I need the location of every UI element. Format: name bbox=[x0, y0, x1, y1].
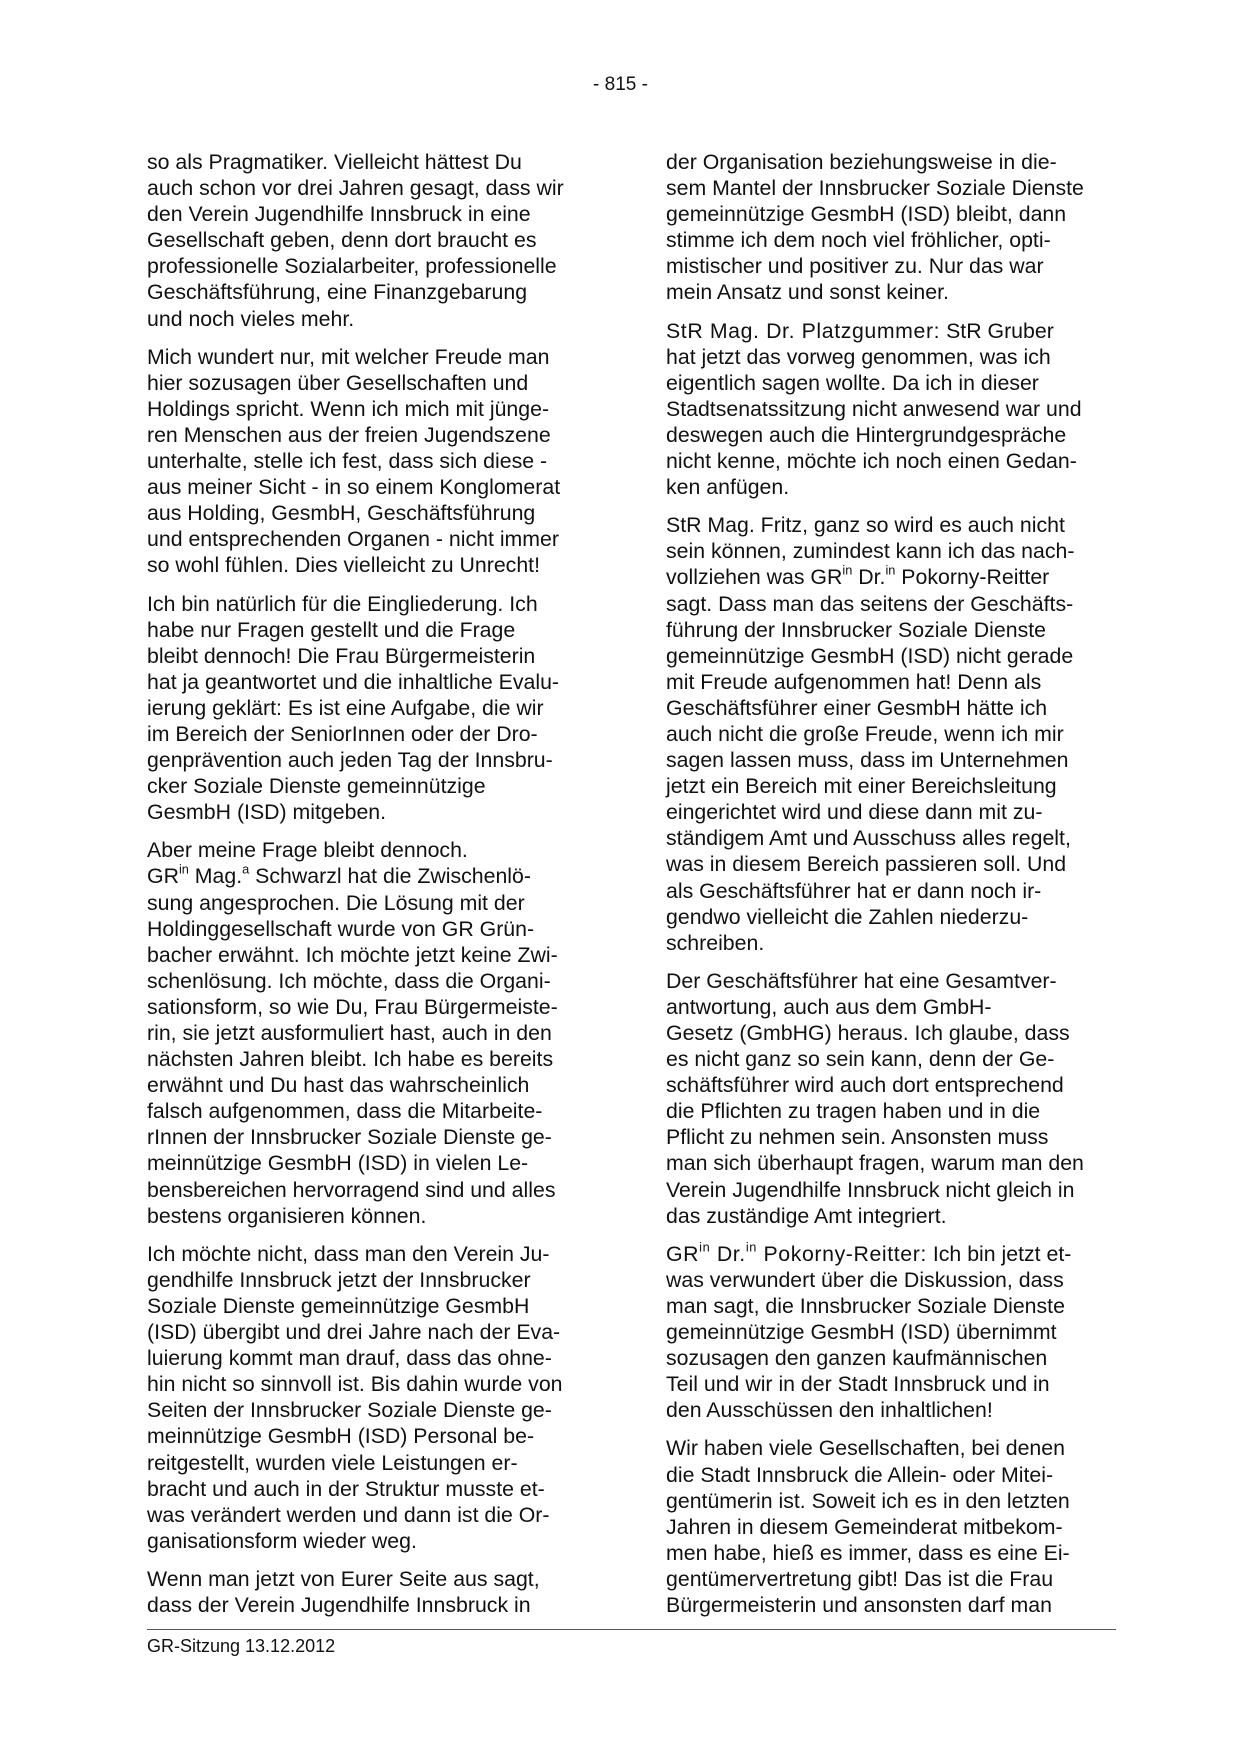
councillor-title: GR bbox=[666, 1241, 700, 1266]
footer-session-date: GR-Sitzung 13.12.2012 bbox=[147, 1636, 336, 1656]
text-line: mistischer und positiver zu. Nur das war bbox=[666, 254, 1044, 279]
text-line: ganisationsform wieder weg. bbox=[147, 1528, 417, 1553]
text-line: sagt. Dass man das seitens der Geschäfts- bbox=[666, 591, 1074, 616]
paragraph bbox=[147, 344, 599, 579]
paragraph bbox=[666, 1435, 1118, 1618]
footer-divider bbox=[147, 1629, 1116, 1630]
text-fragment: vollziehen was GR bbox=[666, 565, 843, 590]
text-fragment: Pokorny-Reitter bbox=[895, 565, 1050, 590]
text-line: gentümerin ist. Soweit ich es in den letzten bbox=[666, 1488, 1070, 1513]
text-line: schreiben. bbox=[666, 930, 765, 955]
text-line: Gesetz (GmbHG) heraus. Ich glaube, dass bbox=[666, 1021, 1070, 1045]
text-line: sem Mantel der Innsbrucker Soziale Dienste bbox=[666, 176, 1084, 201]
superscript: in bbox=[178, 861, 189, 877]
text-line: so als Pragmatiker. Vielleicht hättest Du bbox=[147, 150, 522, 174]
paragraph bbox=[147, 837, 599, 1228]
text-line: cker Soziale Dienste gemeinnützige bbox=[147, 774, 486, 799]
text-line: (ISD) übergibt und drei Jahre nach der Eva- bbox=[147, 1320, 561, 1345]
text-line: schäftsführer wird auch dort entsprechend bbox=[666, 1073, 1064, 1098]
text-fragment: Mag. bbox=[188, 864, 243, 889]
paragraph bbox=[666, 149, 1118, 306]
paragraph bbox=[147, 1566, 599, 1618]
text-line: Stadtsenatssitzung nicht anwesend war und bbox=[666, 396, 1082, 421]
text-line: gendwo vielleicht die Zahlen niederzu- bbox=[666, 904, 1029, 929]
text-line: was verwundert über die Diskussion, dass bbox=[666, 1267, 1064, 1292]
text-line: dass der Verein Jugendhilfe Innsbruck in bbox=[147, 1592, 531, 1617]
text-line: antwortung, auch aus dem GmbH- bbox=[666, 994, 992, 1019]
text-line: sein können, zumindest kann ich das nach- bbox=[666, 539, 1075, 564]
text-line: bestens organisieren können. bbox=[147, 1203, 427, 1228]
text-line: hin nicht so sinnvoll ist. Bis dahin wurde von bbox=[147, 1372, 563, 1397]
text-line: falsch aufgenommen, dass die Mitarbeite- bbox=[147, 1099, 543, 1124]
text-line: führung der Innsbrucker Soziale Dienste bbox=[666, 617, 1047, 642]
text-line: meinnützige GesmbH (ISD) Personal be- bbox=[147, 1424, 535, 1449]
text-line: auch schon vor drei Jahren gesagt, dass wir bbox=[147, 176, 564, 201]
councillor-title: GR bbox=[147, 864, 179, 889]
paragraph bbox=[147, 1241, 599, 1554]
text-line: ierung geklärt: Es ist eine Aufgabe, die wir bbox=[147, 695, 544, 720]
text-line: es nicht ganz so sein kann, denn der Ge- bbox=[666, 1047, 1055, 1072]
text-line: gemeinnützige GesmbH (ISD) nicht gerade bbox=[666, 643, 1074, 668]
text-line: unterhalte, stelle ich fest, dass sich diese - bbox=[147, 449, 548, 474]
text-line: eigentlich sagen wollte. Da ich in dieser bbox=[666, 370, 1039, 395]
text-line: ren Menschen aus der freien Jugendszene bbox=[147, 422, 551, 447]
text-line: gemeinnützige GesmbH (ISD) bleibt, dann bbox=[666, 202, 1067, 227]
text-line: nicht kenne, möchte ich noch einen Gedan- bbox=[666, 449, 1077, 474]
left-column bbox=[147, 149, 599, 1618]
text-line: sagen lassen muss, dass im Unternehmen bbox=[666, 748, 1069, 773]
text-line: Aber meine Frage bleibt dennoch. bbox=[147, 838, 468, 863]
text-line: Jahren in diesem Gemeinderat mitbekom- bbox=[666, 1514, 1063, 1539]
text-line: Holdinggesellschaft wurde von GR Grün- bbox=[147, 916, 535, 941]
superscript: in bbox=[842, 562, 853, 578]
text-line: als Geschäftsführer hat er dann noch ir- bbox=[666, 878, 1042, 903]
text-line: im Bereich der SeniorInnen oder der Dro- bbox=[147, 721, 538, 746]
text-line: hat jetzt das vorweg genommen, was ich bbox=[666, 344, 1051, 369]
text-line: Verein Jugendhilfe Innsbruck nicht gleich in bbox=[666, 1177, 1075, 1202]
speaker-name bbox=[666, 1239, 927, 1266]
text-line: Gesellschaft geben, denn dort braucht es bbox=[147, 228, 537, 253]
text-fragment: Dr. bbox=[710, 1241, 746, 1266]
text-line: so wohl fühlen. Dies vielleicht zu Unrecht! bbox=[147, 553, 540, 578]
text-line: sationsform, so wie Du, Frau Bürgermeiste- bbox=[147, 994, 558, 1019]
text-line: Ich möchte nicht, dass man den Verein Ju- bbox=[147, 1241, 550, 1266]
text-line: Geschäftsführung, eine Finanzgebarung bbox=[147, 280, 528, 305]
text-line: stimme ich dem noch viel fröhlicher, opti- bbox=[666, 228, 1051, 253]
paragraph bbox=[666, 512, 1118, 956]
text-line: aus meiner Sicht - in so einem Konglomerat bbox=[147, 475, 561, 500]
text-line: jetzt ein Bereich mit einer Bereichsleitung bbox=[666, 774, 1057, 799]
text-line: Soziale Dienste gemeinnützige GesmbH bbox=[147, 1293, 530, 1318]
text-line: StR Mag. Fritz, ganz so wird es auch nicht bbox=[666, 513, 1065, 538]
text-line: Pflicht zu nehmen sein. Ansonsten muss bbox=[666, 1125, 1049, 1150]
paragraph bbox=[666, 968, 1118, 1229]
text-line: sozusagen den ganzen kaufmännischen bbox=[666, 1346, 1048, 1371]
text-line: was in diesem Bereich passieren soll. Und bbox=[666, 852, 1067, 877]
text-fragment: Schwarzl hat die Zwischenlö- bbox=[249, 864, 531, 889]
text-line: deswegen auch die Hintergrundgespräche bbox=[666, 422, 1067, 447]
text-line: nächsten Jahren bleibt. Ich habe es bereits bbox=[147, 1047, 554, 1072]
text-line: bacher erwähnt. Ich möchte jetzt keine Zwi- bbox=[147, 942, 558, 967]
text-line: auch nicht die große Freude, wenn ich mir bbox=[666, 721, 1064, 746]
paragraph bbox=[147, 591, 599, 826]
text-line: der Organisation beziehungsweise in die- bbox=[666, 150, 1057, 174]
text-line: hier sozusagen über Gesellschaften und bbox=[147, 370, 529, 395]
text-line: rInnen der Innsbrucker Soziale Dienste ge- bbox=[147, 1125, 552, 1150]
text-line: Mich wundert nur, mit welcher Freude man bbox=[147, 344, 550, 369]
text-line: man sagt, die Innsbrucker Soziale Dienste bbox=[666, 1293, 1065, 1318]
text-line: sung angesprochen. Die Lösung mit der bbox=[147, 890, 525, 915]
speaker-name: StR Mag. Dr. Platzgummer: bbox=[666, 318, 941, 343]
page-number: - 815 - bbox=[593, 74, 648, 95]
text-line: gemeinnützige GesmbH (ISD) übernimmt bbox=[666, 1320, 1057, 1345]
text-fragment: StR Gruber bbox=[940, 318, 1054, 343]
text-line: Der Geschäftsführer hat eine Gesamtver- bbox=[666, 968, 1057, 993]
text-fragment: Dr. bbox=[852, 565, 886, 590]
right-column bbox=[666, 149, 1118, 1618]
text-line: Wir haben viele Gesellschaften, bei denen bbox=[666, 1436, 1065, 1461]
text-line: genprävention auch jeden Tag der Innsbru- bbox=[147, 748, 553, 773]
text-line: das zuständige Amt integriert. bbox=[666, 1203, 947, 1228]
text-line: Bürgermeisterin und ansonsten darf man bbox=[666, 1592, 1052, 1617]
text-line: und noch vieles mehr. bbox=[147, 306, 355, 331]
text-line: reitgestellt, wurden viele Leistungen er- bbox=[147, 1450, 518, 1475]
text-line: luierung kommt man drauf, dass das ohne- bbox=[147, 1346, 552, 1371]
text-line: Geschäftsführer einer GesmbH hätte ich bbox=[666, 695, 1048, 720]
text-fragment: Ich bin jetzt et- bbox=[926, 1241, 1072, 1266]
paragraph bbox=[666, 318, 1118, 501]
superscript: in bbox=[885, 562, 896, 578]
text-line: ständigem Amt und Ausschuss alles regelt, bbox=[666, 826, 1071, 851]
text-line: eingerichtet wird und diese dann mit zu- bbox=[666, 800, 1043, 825]
text-line: mit Freude aufgenommen hat! Denn als bbox=[666, 669, 1042, 694]
text-line: man sich überhaupt fragen, warum man den bbox=[666, 1151, 1084, 1176]
text-line: GesmbH (ISD) mitgeben. bbox=[147, 800, 387, 825]
text-line: men habe, hieß es immer, dass es eine Ei- bbox=[666, 1540, 1070, 1565]
text-line: meinnützige GesmbH (ISD) in vielen Le- bbox=[147, 1151, 529, 1176]
text-line: die Stadt Innsbruck die Allein- oder Mitei- bbox=[666, 1462, 1054, 1487]
text-line: Seiten der Innsbrucker Soziale Dienste ge- bbox=[147, 1398, 552, 1423]
superscript: in bbox=[745, 1239, 757, 1255]
text-line: erwähnt und Du hast das wahrscheinlich bbox=[147, 1073, 530, 1098]
text-line: den Verein Jugendhilfe Innsbruck in eine bbox=[147, 202, 531, 227]
text-line: Holdings spricht. Wenn ich mich mit jünge- bbox=[147, 396, 550, 421]
superscript: in bbox=[699, 1239, 711, 1255]
text-line: und entsprechenden Organen - nicht immer bbox=[147, 527, 559, 552]
text-line: bleibt dennoch! Die Frau Bürgermeisterin bbox=[147, 643, 536, 668]
paragraph bbox=[147, 149, 599, 332]
text-line: professionelle Sozialarbeiter, professionelle bbox=[147, 254, 557, 279]
text-line: habe nur Fragen gestellt und die Frage bbox=[147, 617, 516, 642]
text-line: die Pflichten zu tragen haben und in die bbox=[666, 1099, 1041, 1124]
text-line: ken anfügen. bbox=[666, 475, 790, 500]
text-line: hat ja geantwortet und die inhaltliche Evalu- bbox=[147, 669, 560, 694]
paragraph bbox=[666, 1241, 1118, 1424]
text-line: aus Holding, GesmbH, Geschäftsführung bbox=[147, 501, 536, 526]
text-line: was verändert werden und dann ist die Or- bbox=[147, 1502, 550, 1527]
superscript: a bbox=[242, 861, 250, 877]
text-line: mein Ansatz und sonst keiner. bbox=[666, 280, 949, 305]
text-line: den Ausschüssen den inhaltlichen! bbox=[666, 1398, 993, 1423]
text-line: Wenn man jetzt von Eurer Seite aus sagt, bbox=[147, 1566, 540, 1591]
text-line: gendhilfe Innsbruck jetzt der Innsbrucker bbox=[147, 1267, 531, 1292]
text-line: rin, sie jetzt ausformuliert hast, auch in den bbox=[147, 1021, 552, 1045]
text-line: bensbereichen hervorragend sind und alles bbox=[147, 1177, 556, 1202]
text-line: Ich bin natürlich für die Eingliederung. Ich bbox=[147, 591, 538, 616]
text-line: gentümervertretung gibt! Das ist die Frau bbox=[666, 1566, 1054, 1591]
text-line: Teil und wir in der Stadt Innsbruck und in bbox=[666, 1372, 1050, 1397]
text-line: bracht und auch in der Struktur musste et- bbox=[147, 1476, 545, 1501]
text-line: schenlösung. Ich möchte, dass die Organi- bbox=[147, 968, 551, 993]
text-fragment: Pokorny-Reitter: bbox=[756, 1241, 927, 1266]
